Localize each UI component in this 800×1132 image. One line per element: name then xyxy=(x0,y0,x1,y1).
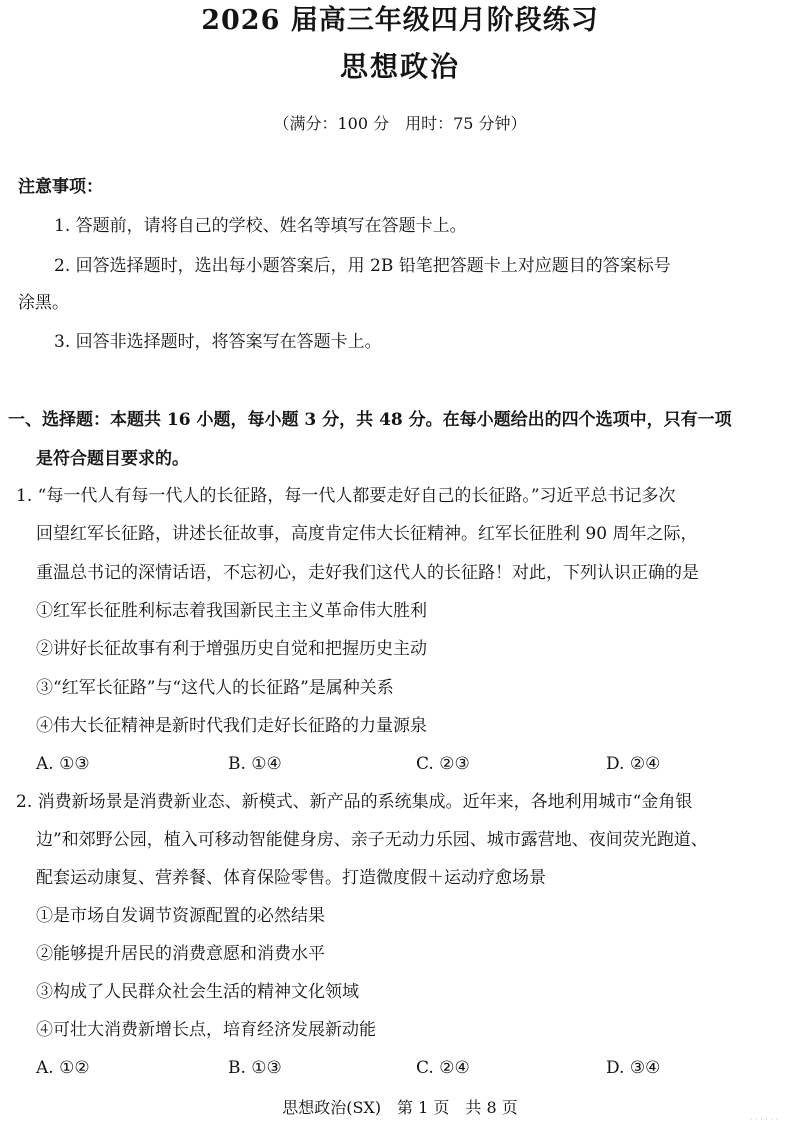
page-footer: 思想政治(SX) 第 1 页 共 8 页 xyxy=(282,1098,518,1117)
question-2-statement: ③构成了人民群众社会生活的精神文化领域 xyxy=(36,982,359,1002)
notice-item: 涂黑。 xyxy=(18,293,69,313)
question-2-stem: 边”和郊野公园，植入可移动智能健身房、亲子无动力乐园、城市露营地、夜间荧光跑道、 xyxy=(36,830,708,850)
question-2-option-c: C. ②④ xyxy=(416,1058,470,1078)
question-2-statement: ①是市场自发调节资源配置的必然结果 xyxy=(36,906,325,926)
question-1-stem: 1. “每一代人有每一代人的长征路，每一代人都要走好自己的长征路。”习近平总书记多次 xyxy=(16,486,676,506)
question-1-stem: 重温总书记的深情话语，不忘初心，走好我们这代人的长征路！对此，下列认识正确的是 xyxy=(36,563,699,583)
question-2-statement: ②能够提升居民的消费意愿和消费水平 xyxy=(36,944,325,964)
notice-item: 1. 答题前，请将自己的学校、姓名等填写在答题卡上。 xyxy=(54,216,467,236)
question-2-option-a: A. ①② xyxy=(36,1058,90,1078)
notice-item: 3. 回答非选择题时，将答案写在答题卡上。 xyxy=(54,332,382,352)
question-2-statement: ④可壮大消费新增长点，培育经济发展新动能 xyxy=(36,1020,376,1040)
exam-meta: （满分：100 分 用时：75 分钟） xyxy=(273,114,527,133)
subject-title: 思想政治 xyxy=(339,50,460,83)
question-1-statement: ①红军长征胜利标志着我国新民主主义革命伟大胜利 xyxy=(36,601,427,621)
question-1-statement: ④伟大长征精神是新时代我们走好长征路的力量源泉 xyxy=(36,716,427,736)
question-2-option-b: B. ①③ xyxy=(228,1058,282,1078)
question-1-option-c: C. ②③ xyxy=(416,754,470,774)
notice-item: 2. 回答选择题时，选出每小题答案后，用 2B 铅笔把答题卡上对应题目的答案标号 xyxy=(54,256,671,276)
exam-title: 2026 届高三年级四月阶段练习 xyxy=(201,5,599,36)
question-1-statement: ③“红军长征路”与“这代人的长征路”是属种关系 xyxy=(36,678,394,698)
section-instruction: 一、选择题：本题共 16 小题，每小题 3 分，共 48 分。在每小题给出的四个选项中，只有一项 xyxy=(8,410,732,430)
notice-heading: 注意事项： xyxy=(18,177,103,197)
question-2-option-d: D. ③④ xyxy=(606,1058,661,1078)
question-1-option-a: A. ①③ xyxy=(36,754,90,774)
scan-watermark: · · · · · · xyxy=(750,1115,778,1124)
question-2-stem: 2. 消费新场景是消费新业态、新模式、新产品的系统集成。近年来，各地利用城市“金角银 xyxy=(16,792,693,812)
question-1-stem: 回望红军长征路，讲述长征故事，高度肯定伟大长征精神。红军长征胜利 90 周年之际， xyxy=(36,524,698,544)
question-1-option-d: D. ②④ xyxy=(606,754,661,774)
section-instruction: 是符合题目要求的。 xyxy=(36,449,189,469)
question-1-option-b: B. ①④ xyxy=(228,754,282,774)
question-1-statement: ②讲好长征故事有利于增强历史自觉和把握历史主动 xyxy=(36,639,427,659)
question-2-stem: 配套运动康复、营养餐、体育保险零售。打造微度假＋运动疗愈场景 xyxy=(36,868,546,888)
